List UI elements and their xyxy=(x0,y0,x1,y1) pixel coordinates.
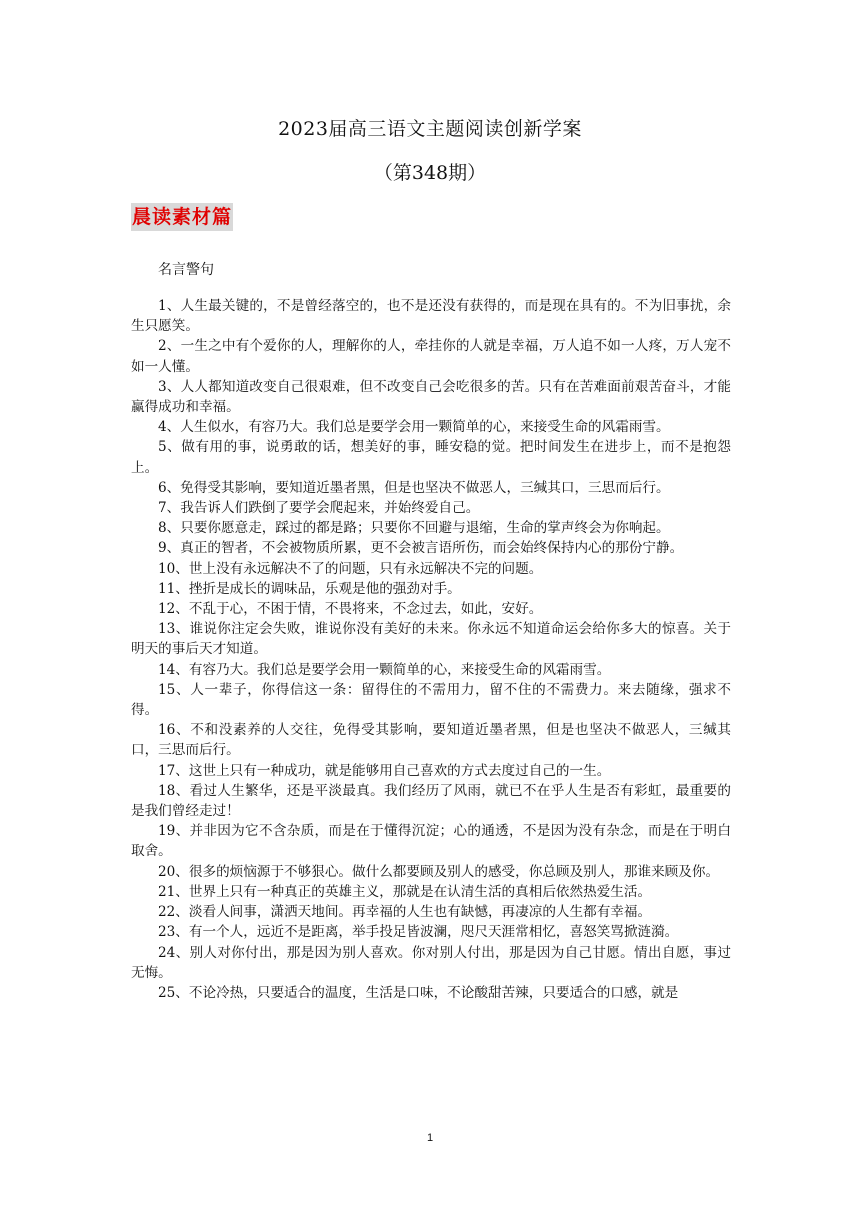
quote-item: 9、真正的智者，不会被物质所累，更不会被言语所伤，而会始终保持内心的那份宁静。 xyxy=(158,540,684,557)
quote-item: 11、挫折是成长的调味品，乐观是他的强劲对手。 xyxy=(158,580,461,597)
quote-item: 2、一生之中有个爱你的人，理解你的人，牵挂你的人就是幸福，万人追不如一人疼，万人宠不如一人懂。 xyxy=(131,338,731,375)
quote-item: 16、不和没素养的人交往，免得受其影响，要知道近墨者黑，但是也坚决不做恶人，三缄其口，三思而后行。 xyxy=(131,722,731,759)
quote-item: 21、世界上只有一种真正的英雄主义，那就是在认清生活的真相后依然热爱生活。 xyxy=(158,883,652,900)
page-number: 1 xyxy=(426,1132,434,1144)
document-title: 2023届高三语文主题阅读创新学案 xyxy=(278,118,582,140)
quote-item: 10、世上没有永远解决不了的问题，只有永远解决不完的问题。 xyxy=(158,560,543,577)
issue-number: （第348期） xyxy=(373,162,487,184)
quote-item: 14、有容乃大。我们总是要学会用一颗简单的心，来接受生命的风霜雨雪。 xyxy=(158,661,611,678)
quote-item: 7、我告诉人们跌倒了要学会爬起来，并始终爱自己。 xyxy=(158,500,480,517)
quote-item: 8、只要你愿意走，踩过的都是路；只要你不回避与退缩，生命的掌声终会为你响起。 xyxy=(158,520,670,537)
quote-item: 19、并非因为它不含杂质，而是在于懂得沉淀；心的通透，不是因为没有杂念，而是在于明白取舍。 xyxy=(131,823,731,860)
quote-item: 15、人一辈子，你得信这一条：留得住的不需用力，留不住的不需费力。来去随缘，强求不得。 xyxy=(131,681,731,719)
quote-item: 17、这世上只有一种成功，就是能够用自己喜欢的方式去度过自己的一生。 xyxy=(158,762,611,779)
quote-item: 22、淡看人间事，潇洒天地间。再幸福的人生也有缺憾，再凄凉的人生都有幸福。 xyxy=(158,904,652,921)
quote-item: 24、别人对你付出，那是因为别人喜欢。你对别人付出，那是因为自己甘愿。情出自愿，事过无悔。 xyxy=(131,944,731,981)
quote-item: 5、做有用的事，说勇敢的话，想美好的事，睡安稳的觉。把时间发生在进步上，而不是抱怨上。 xyxy=(131,439,731,476)
quote-item: 18、看过人生繁华，还是平淡最真。我们经历了风雨，就已不在乎人生是否有彩虹，最重要的是我们曾经走过！ xyxy=(131,782,731,820)
quote-item: 4、人生似水，有容乃大。我们总是要学会用一颗简单的心，来接受生命的风霜雨雪。 xyxy=(158,419,670,436)
quote-item: 13、谁说你注定会失败，谁说你没有美好的未来。你永远不知道命运会给你多大的惊喜。关于明天的事后天才知道。 xyxy=(131,621,731,658)
quote-item: 3、人人都知道改变自己很艰难，但不改变自己会吃很多的苦。只有在苦难面前艰苦奋斗，才能赢得成功和幸福。 xyxy=(131,378,731,416)
section-heading: 晨读素材篇 xyxy=(131,203,233,231)
quote-item: 6、免得受其影响，要知道近墨者黑，但是也坚决不做恶人，三缄其口，三思而后行。 xyxy=(158,479,670,496)
quote-list xyxy=(131,296,731,1003)
quote-item: 20、很多的烦恼源于不够狠心。做什么都要顾及别人的感受，你总顾及别人，那谁来顾及你。 xyxy=(158,863,720,880)
subheading: 名言警句 xyxy=(158,262,214,278)
quote-item: 23、有一个人，远近不是距离，举手投足皆波澜，咫尺天涯常相忆，喜怒笑骂掀涟漪。 xyxy=(158,924,679,941)
quote-item: 12、不乱于心，不困于情，不畏将来，不念过去，如此，安好。 xyxy=(158,601,543,618)
quote-item: 25、不论冷热，只要适合的温度，生活是口味，不论酸甜苦辣，只要适合的口感，就是 xyxy=(158,984,679,1001)
quote-item: 1、人生最关键的，不是曾经落空的，也不是还没有获得的，而是现在具有的。不为旧事扰，余生只愿笑。 xyxy=(131,298,731,335)
